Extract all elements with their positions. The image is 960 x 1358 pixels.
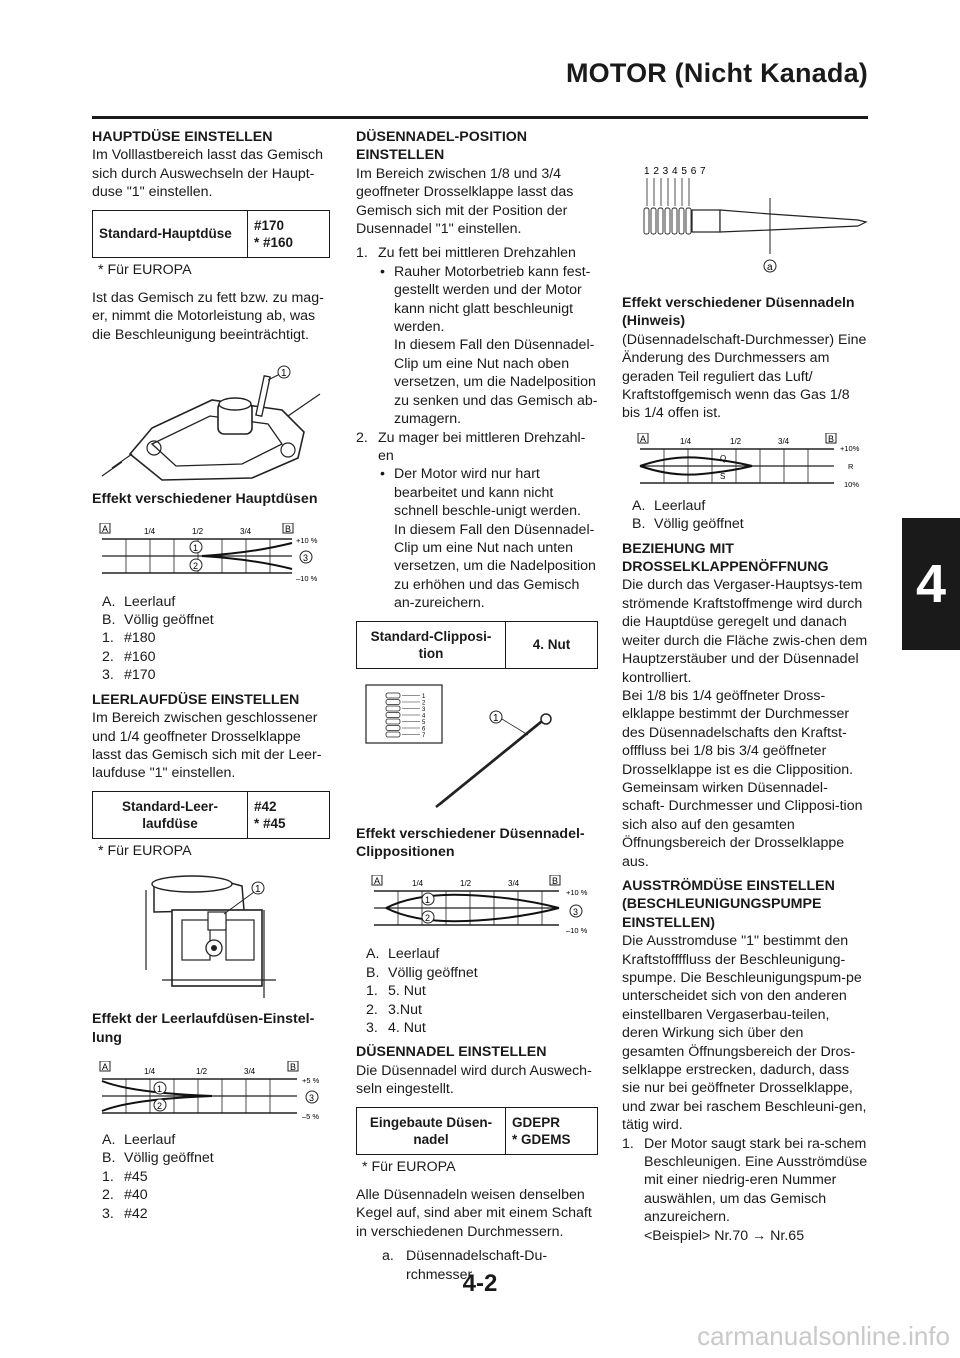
spec-value: 4. Nut	[506, 621, 598, 668]
legend-key: A.	[366, 946, 380, 963]
curve-label: 2	[425, 913, 431, 924]
section-heading: Effekt verschiedener Düsennadeln (Hinweis)	[622, 295, 855, 330]
graph-legend	[356, 945, 600, 1037]
tick-label: 3/4	[240, 526, 252, 536]
graph-label-a: A	[102, 1061, 109, 1072]
bullet-list	[356, 465, 600, 612]
graph-legend	[92, 593, 332, 685]
legend-item	[366, 945, 600, 963]
clip-groove	[386, 719, 400, 724]
legend-item	[102, 593, 332, 611]
legend-value: #40	[124, 1187, 148, 1204]
pilot-jet-graph	[92, 1061, 332, 1123]
spec-label: Standard-Hauptdüse	[93, 210, 248, 257]
legend-item	[366, 1019, 600, 1037]
legend-item	[102, 611, 332, 629]
legend-key: 1.	[102, 1168, 114, 1185]
numbered-list	[622, 1135, 868, 1245]
paragraph: Im Volllastbereich lasst das Gemisch sich durch Auswechseln der Haupt-duse "1" einstellen.	[92, 147, 324, 201]
groove-number: 4	[422, 713, 426, 720]
spec-value-line: #170	[254, 217, 285, 233]
legend-value: Leerlauf	[388, 946, 440, 963]
legend-key: A.	[632, 497, 646, 514]
graph-title: Effekt der Leerlaufdüsen-Einstel-lung	[92, 1011, 315, 1046]
legend-key: 1.	[102, 630, 114, 647]
table-note: * Für EUROPA	[98, 842, 192, 859]
spec-value-line: * #45	[254, 815, 286, 831]
graph-label-b: B	[285, 523, 292, 534]
legend-key: 3.	[102, 667, 114, 684]
range-label: +10 %	[296, 535, 318, 545]
legend-value: #45	[124, 1168, 148, 1185]
spec-table	[356, 1107, 598, 1155]
spec-label-line: Standard-Clipposi-	[370, 628, 492, 644]
legend-value: Völlig geöffnet	[654, 516, 744, 533]
main-jet-graph	[92, 523, 332, 585]
paragraph: (Düsennadelschaft-Durchmesser) Eine Änderung des Durchmessers am geraden Teil reguliert das Luft/ Kraftstoffgemisch wenn das Gas 1/8 bis 1/4 offen ist.	[622, 331, 867, 422]
column-3	[622, 128, 868, 1245]
legend-item	[102, 648, 332, 666]
legend-key: 1.	[366, 983, 378, 1000]
column-1	[92, 128, 332, 1229]
spec-table	[92, 791, 330, 839]
figure-callout: 1	[281, 368, 287, 380]
graph-title: Effekt verschiedener Hauptdüsen	[92, 491, 318, 508]
paragraph: Die Düsennadel wird durch Auswech-seln eingestellt.	[356, 1062, 592, 1098]
list-number: 2.	[356, 429, 368, 446]
section-heading: DÜSENNADEL-POSITION EINSTELLEN	[356, 129, 528, 164]
legend-key: 2.	[102, 1187, 114, 1204]
graph-label-b: B	[290, 1061, 297, 1072]
chapter-tab: 4	[902, 518, 960, 650]
list-item	[356, 429, 600, 466]
groove-number: 3	[422, 706, 426, 713]
spec-value	[506, 1107, 598, 1154]
spec-value-line: * #160	[254, 234, 294, 250]
list-item: • Der Motor wird nur hart bearbeitet und kann nicht schnell beschle-unigt werden. In diesem Fall den Düsennadel-Clip um eine Nut nach unten versetzen, um die Nadelposition zu erhöhen und das Gemisch an-zureichern.	[380, 466, 596, 612]
range-label: –10 %	[296, 573, 318, 583]
list-text: Der Motor saugt stark bei ra-schem Beschleunigen. Eine Ausströmdüse mit einer niedrig-eren Nummer auswählen, um das Gemisch anzureichern.	[644, 1135, 868, 1226]
graph-label-a: A	[102, 523, 109, 534]
legend-value: 5. Nut	[388, 983, 426, 1000]
legend-item	[102, 1168, 332, 1186]
legend-value: Leerlauf	[124, 593, 176, 610]
numbered-list	[356, 244, 600, 262]
paragraph: Alle Düsennadeln weisen denselben Kegel auf, sind aber mit einem Schaft in verschiedenen Durchmessern.	[356, 1187, 592, 1240]
curve-label: 2	[193, 560, 199, 571]
section-heading: DÜSENNADEL EINSTELLEN	[356, 1044, 547, 1061]
groove-number: 5	[422, 719, 426, 726]
numbered-list	[356, 429, 600, 466]
legend-item	[632, 497, 868, 515]
needle-groove	[644, 208, 649, 234]
range-label: 10%	[844, 479, 860, 489]
example-text: <Beispiel> Nr.70 → Nr.65	[644, 1227, 805, 1244]
section-heading: AUSSTRÖMDÜSE EINSTELLEN (BESCHLEUNIGUNGSPUMPE EINSTELLEN)	[622, 877, 835, 931]
tick-label: 1/4	[144, 526, 156, 536]
main-jet-figure	[92, 358, 332, 484]
legend-value: Völlig geöffnet	[388, 964, 478, 981]
paragraph: Im Bereich zwischen 1/8 und 3/4 geoffneter Drosselklappe lasst das Gemisch sich mit der Position der Dusennadel "1" einstellen.	[356, 165, 574, 238]
needle-groove	[658, 208, 663, 234]
paragraph: Die Ausstromduse "1" bestimmt den Kraftstoffffluss der Beschleunigung-spumpe. Die Beschleunigungspum-pe unterscheidet sich von den anderen einstellbaren Vergaserbau-teilen, deren Wirkung sich über den gesamten Öffnungsbereich der Dros-selklappe erstrecken, dadurch, dass sie nur bei geöffneter Drosselklappe, und zwar bei raschem Beschleuni-gen, tätig wird.	[622, 933, 867, 1134]
list-item	[622, 1135, 868, 1245]
tick-label: 1/4	[680, 436, 692, 446]
tick-label: 1/2	[460, 879, 472, 889]
page-number: 4-2	[462, 1270, 498, 1297]
legend-key: A.	[102, 593, 116, 610]
spec-value-line: * GDEMS	[512, 1131, 571, 1147]
clip-groove	[386, 699, 400, 704]
sub-item-key: a.	[382, 1248, 394, 1265]
clip-groove	[386, 706, 400, 711]
needle-label: a	[767, 262, 773, 273]
legend-value: #42	[124, 1205, 148, 1222]
legend-item	[366, 982, 600, 1000]
legend-key: B.	[102, 612, 116, 629]
header-rule	[92, 116, 868, 119]
curve-label: 1	[157, 1083, 163, 1094]
graph-legend	[622, 497, 868, 534]
range-label: –10 %	[566, 926, 588, 936]
groove-number: 7	[422, 732, 426, 739]
needle-groove	[672, 208, 677, 234]
graph-label-a: A	[374, 876, 381, 887]
legend-value: #170	[124, 667, 156, 684]
curve-label: 1	[193, 542, 199, 553]
legend-item	[366, 1001, 600, 1019]
spec-label-line: Standard-Leer-	[121, 798, 219, 814]
paragraph: Im Bereich zwischen geschlossener und 1/4 geoffneter Drosselklappe lasst das Gemisch sich mit der Leer-laufduse "1" einstellen.	[92, 710, 322, 782]
legend-item	[102, 1205, 332, 1223]
spec-value-line: #42	[254, 798, 277, 814]
spec-label	[357, 1107, 506, 1154]
graph-label-b: B	[828, 433, 835, 444]
needle-numbers: 1 2 3 4 5 6 7	[644, 166, 707, 177]
figure-callout: 1	[493, 712, 499, 724]
legend-value: 4. Nut	[388, 1020, 426, 1036]
groove-number: 1	[422, 693, 426, 700]
curve-label: 3	[303, 552, 309, 563]
section-heading: BEZIEHUNG MIT DROSSELKLAPPENÖFFNUNG	[622, 540, 829, 576]
graph-label-b: B	[552, 876, 559, 887]
tick-label: 3/4	[244, 1066, 256, 1076]
legend-key: B.	[632, 516, 646, 533]
curve-label: 1	[425, 895, 431, 906]
graph-title: Effekt verschiedener Düsennadel-Clippositionen	[356, 825, 585, 860]
sub-item-text: Düsennadelschaft-Du-rchmesser	[406, 1248, 548, 1283]
spec-value	[248, 210, 330, 257]
graph-legend	[92, 1131, 332, 1223]
spec-label-line: laufdüse	[142, 815, 198, 831]
legend-value: Leerlauf	[654, 497, 706, 514]
needle-diameter-graph	[622, 433, 868, 493]
page-title: MOTOR (Nicht Kanada)	[565, 58, 868, 88]
legend-value: #180	[124, 630, 156, 647]
spec-value	[248, 791, 330, 838]
list-item	[356, 244, 600, 262]
list-number: 1.	[622, 1135, 634, 1152]
clip-groove	[386, 732, 400, 737]
clip-groove	[386, 693, 400, 698]
clip-position-graph	[356, 875, 600, 937]
list-item: • Rauher Motorbetrieb kann fest-gestellt werden und der Motor kann nicht glatt beschleunigt werden. In diesem Fall den Düsennadel-Clip um eine Nut nach oben versetzen, um die Nadelposition zu senken und das Gemisch ab-zumagern.	[380, 263, 598, 428]
needle-clip-figure	[356, 679, 600, 811]
legend-value: Völlig geöffnet	[124, 1150, 214, 1167]
tick-label: 1/2	[196, 1066, 208, 1076]
bullet-list	[356, 263, 600, 429]
legend-key: 2.	[366, 1001, 378, 1018]
spec-table	[92, 210, 330, 258]
spec-label-line: Eingebaute Düsen-	[369, 1114, 493, 1130]
range-label: +5 %	[302, 1075, 320, 1085]
paragraph: Ist das Gemisch zu fett bzw. zu mag-er, nimmt die Motorleistung ab, was die Beschleunigung beeinträchtigt.	[92, 290, 324, 343]
tick-label: 1/2	[730, 436, 742, 446]
legend-item	[366, 964, 600, 982]
legend-key: B.	[366, 964, 380, 981]
legend-value: Leerlauf	[124, 1131, 176, 1148]
curve-label: S	[720, 471, 726, 481]
clip-groove	[386, 725, 400, 730]
range-label: +10 %	[566, 888, 588, 898]
pilot-jet-figure	[92, 870, 332, 1000]
spec-label-line: nadel	[413, 1131, 449, 1147]
spec-label	[357, 621, 506, 668]
needle-groove	[679, 208, 684, 234]
tick-label: 1/2	[192, 526, 204, 536]
legend-key: 3.	[102, 1205, 114, 1222]
clip-groove	[386, 712, 400, 717]
column-2	[356, 128, 600, 1284]
range-label: R	[848, 461, 854, 471]
range-label: –5 %	[302, 1111, 320, 1121]
spec-value-line: GDEPR	[512, 1114, 561, 1130]
legend-key: A.	[102, 1131, 116, 1148]
tick-label: 1/4	[144, 1066, 156, 1076]
curve-label: 3	[573, 907, 579, 918]
legend-item	[102, 1186, 332, 1204]
list-number: 1.	[356, 245, 368, 262]
legend-key: 2.	[102, 648, 114, 665]
table-note: * Für EUROPA	[98, 261, 192, 278]
tick-label: 3/4	[508, 879, 520, 889]
legend-item	[102, 1131, 332, 1149]
range-label: +10%	[840, 443, 860, 453]
legend-value: #160	[124, 648, 156, 665]
legend-value: Völlig geöffnet	[124, 612, 214, 629]
legend-value: 3.Nut	[388, 1001, 422, 1018]
needle-groove	[651, 208, 656, 234]
tick-label: 3/4	[778, 436, 790, 446]
tick-label: 1/4	[412, 879, 424, 889]
needle-groove	[665, 208, 670, 234]
spec-label-line: tion	[418, 645, 444, 661]
section-heading: LEERLAUFDÜSE EINSTELLEN	[92, 691, 300, 708]
list-text: Zu mager bei mittleren Drehzahl-en	[378, 429, 586, 464]
list-text: Zu fett bei mittleren Drehzahlen	[378, 245, 576, 262]
legend-item	[102, 1149, 332, 1167]
legend-item	[632, 515, 868, 533]
legend-item	[102, 629, 332, 647]
spec-table	[356, 621, 598, 669]
needle-groove	[686, 208, 691, 234]
curve-label: 2	[157, 1100, 163, 1111]
spec-label	[93, 791, 248, 838]
watermark: carmanualsonline.info	[697, 1321, 950, 1351]
legend-key: B.	[102, 1150, 116, 1167]
curve-label: Q	[720, 453, 727, 463]
curve-label: 3	[309, 1092, 315, 1103]
legend-item	[102, 666, 332, 684]
groove-number: 2	[422, 700, 426, 707]
paragraph: Die durch das Vergaser-Hauptsys-tem strömende Kraftstoffmenge wird durch die Hauptdüse geregelt und danach weiter durch die Fläche zwis-chen dem Hauptzerstäuber und der Düsennadel kontrolliert. Bei 1/8 bis 1/4 geöffneter Dross-elklappe bestimmt der Durchmesser des Düsennadelschafts den Kraftst-offfluss bei 1/8 bis 3/4 geöffneter Drosselklappe ist es die Clipposition. Gemeinsam wirken Düsennadel-schaft- Durchmesser und Clipposi-tion sich also auf den gesamten Öffnungsbereich der Drosselklappe aus.	[622, 577, 868, 870]
list-text: Rauher Motorbetrieb kann fest-gestellt werden und der Motor kann nicht glatt beschleunigt werden. In diesem Fall den Düsennadel-Clip um eine Nut nach oben versetzen, um die Nadelposition zu senken und das Gemisch ab-zumagern.	[394, 263, 598, 428]
section-heading: HAUPTDÜSE EINSTELLEN	[92, 129, 273, 145]
jet-needle-figure	[622, 162, 868, 280]
figure-callout: 1	[255, 884, 261, 896]
groove-number: 6	[422, 726, 426, 733]
list-text: Der Motor wird nur hart bearbeitet und kann nicht schnell beschle-unigt werden. In diesem Fall den Düsennadel-Clip um eine Nut nach unten versetzen, um die Nadelposition zu erhöhen und das Gemisch an-zureichern.	[394, 466, 596, 612]
table-note: * Für EUROPA	[362, 1158, 456, 1175]
legend-key: 3.	[366, 1020, 378, 1036]
graph-label-a: A	[640, 433, 647, 444]
